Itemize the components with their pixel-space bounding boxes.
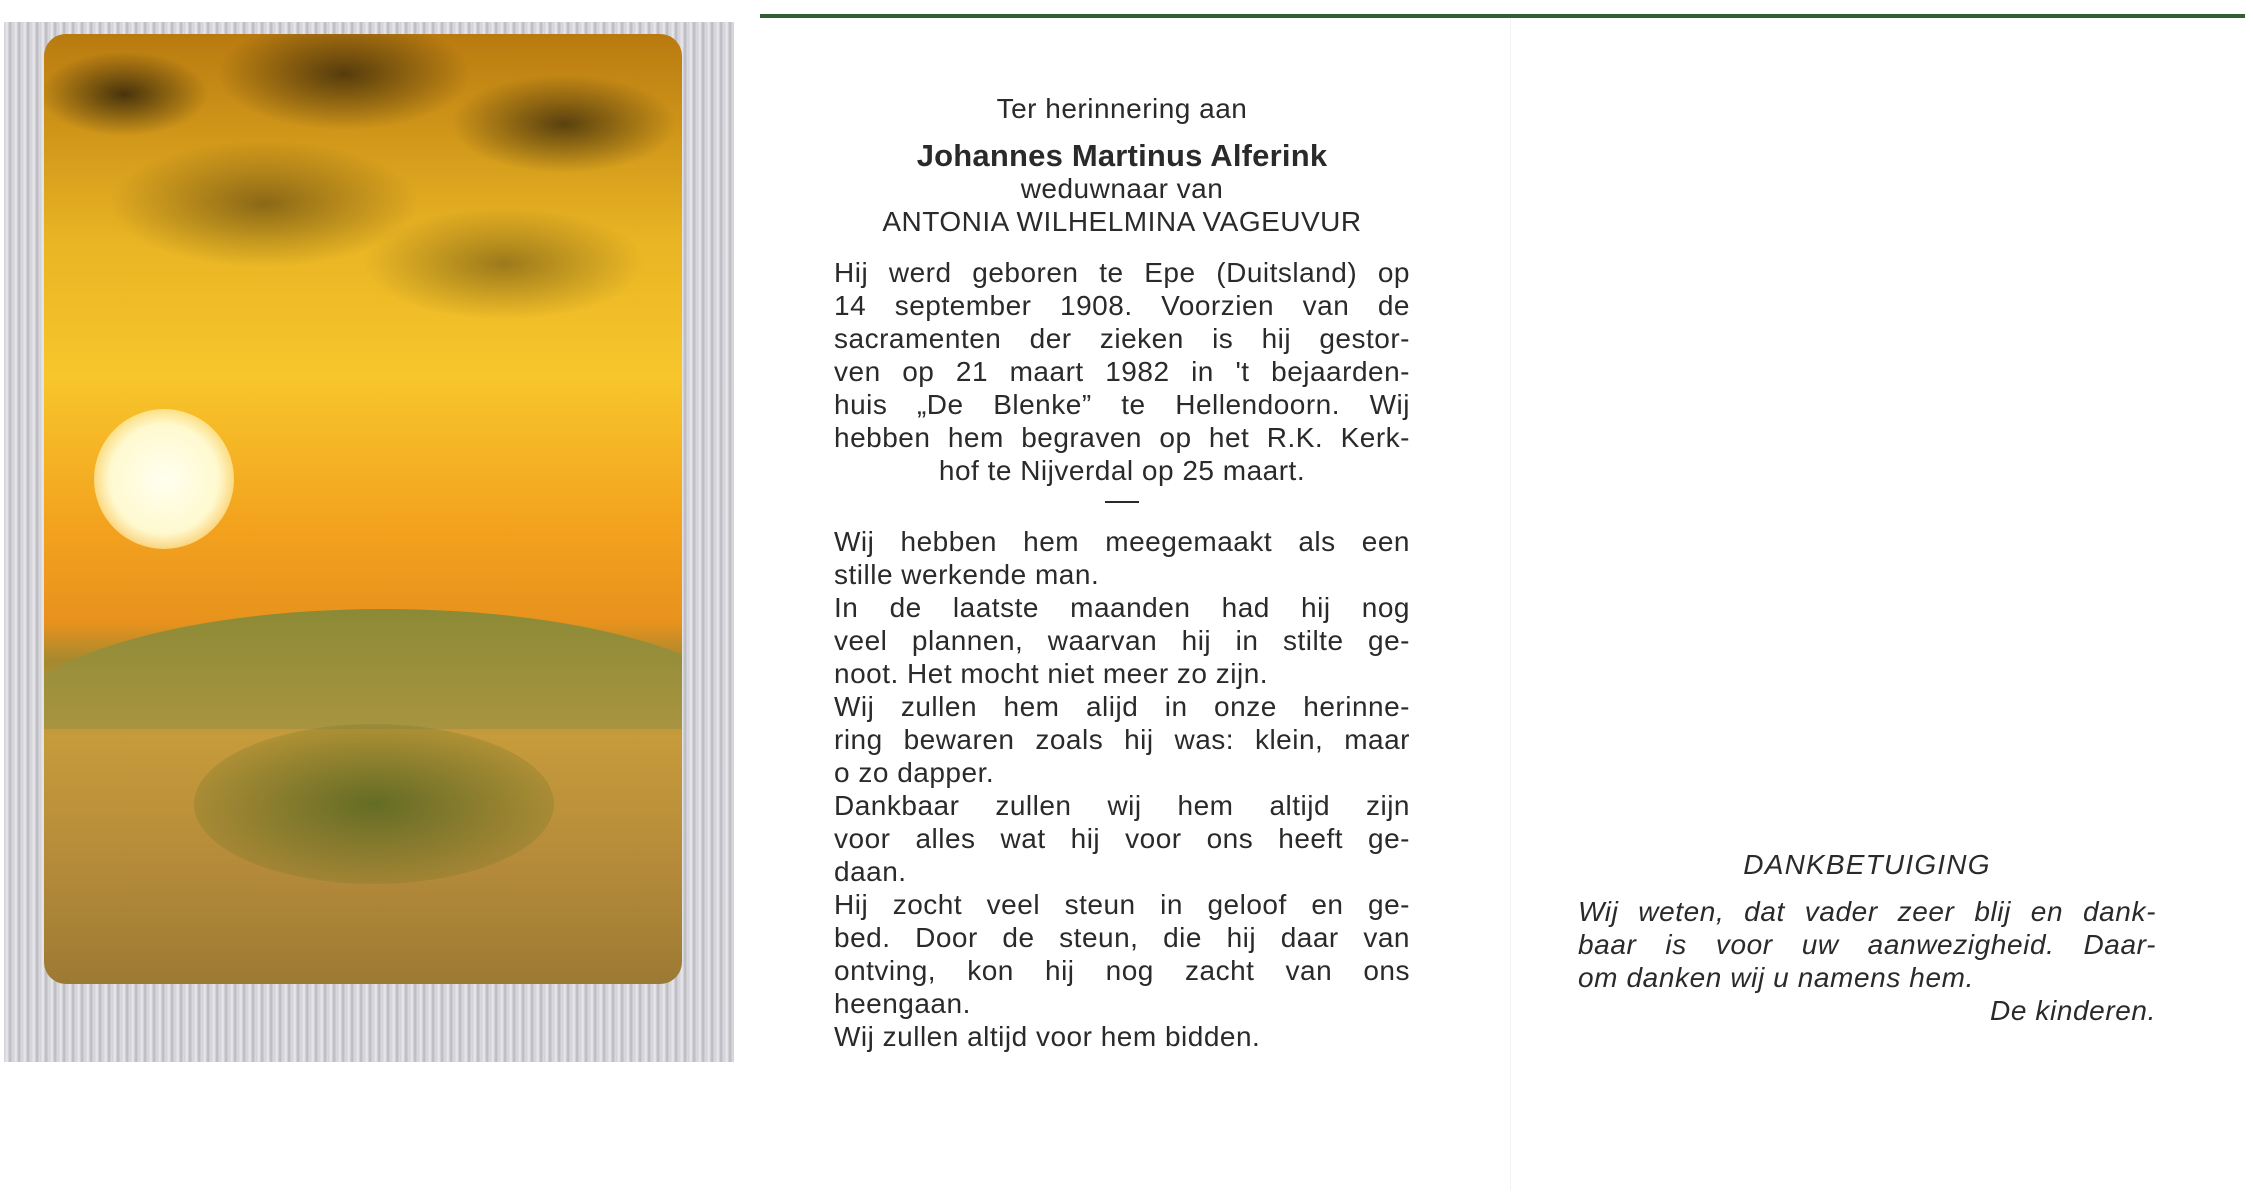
bio-line: Hij werd geboren te Epe (Duitsland) op xyxy=(834,257,1410,288)
bio-line: sacramenten der zieken is hij gestor- xyxy=(834,323,1410,354)
sunset-landscape-photo xyxy=(44,34,682,984)
tree-foliage xyxy=(44,34,682,433)
tribute-line: o zo dapper. xyxy=(834,757,995,788)
memorial-text xyxy=(834,92,1410,1053)
tribute-line: veel plannen, waarvan hij in stilte ge- xyxy=(834,625,1410,656)
tribute xyxy=(834,525,1410,1053)
card-fold xyxy=(1510,18,1511,1190)
hill xyxy=(44,609,682,729)
photo-frame xyxy=(4,22,734,1062)
tribute-line: Wij zullen altijd voor hem bidden. xyxy=(834,1021,1261,1052)
spouse-name: ANTONIA WILHELMINA VAGEUVUR xyxy=(882,206,1362,237)
acknowledgement xyxy=(1578,848,2156,1027)
bio-line: hebben hem begraven op het R.K. Kerk- xyxy=(834,422,1410,453)
tribute-line: bed. Door de steun, die hij daar van xyxy=(834,922,1410,953)
deceased-name: Johannes Martinus Alferink xyxy=(916,138,1328,173)
tribute-line: ontving, kon hij nog zacht van ons xyxy=(834,955,1410,986)
acknowledgement-line: baar is voor uw aanwezigheid. Daar- xyxy=(1578,929,2156,960)
memorial-card xyxy=(760,14,2245,1190)
signature: De kinderen. xyxy=(1990,995,2156,1026)
tribute-line: stille werkende man. xyxy=(834,559,1100,590)
intro-text: Ter herinnering aan xyxy=(996,93,1248,124)
relation-text: weduwnaar van xyxy=(1020,173,1224,204)
tribute-line: Wij hebben hem meegemaakt als een xyxy=(834,526,1410,557)
acknowledgement-title: DANKBETUIGING xyxy=(1743,849,1991,880)
tribute-line: voor alles wat hij voor ons heeft ge- xyxy=(834,823,1410,854)
bio-line: hof te Nijverdal op 25 maart. xyxy=(938,455,1306,486)
tribute-line: Hij zocht veel steun in geloof en ge- xyxy=(834,889,1410,920)
tribute-line: heengaan. xyxy=(834,988,971,1019)
tribute-line: In de laatste maanden had hij nog xyxy=(834,592,1410,623)
biography xyxy=(834,256,1410,487)
tribute-line: Wij zullen hem alijd in onze herinne- xyxy=(834,691,1410,722)
bio-line: 14 september 1908. Voorzien van de xyxy=(834,290,1410,321)
tribute-line: Dankbaar zullen wij hem altijd zijn xyxy=(834,790,1410,821)
bio-line: huis „De Blenke” te Hellendoorn. Wij xyxy=(834,389,1410,420)
tribute-line: ring bewaren zoals hij was: klein, maar xyxy=(834,724,1410,755)
sun xyxy=(94,409,234,549)
separator-dash xyxy=(1105,501,1139,503)
bio-line: ven op 21 maart 1982 in 't bejaarden- xyxy=(834,356,1410,387)
grass xyxy=(194,724,554,884)
tribute-line: daan. xyxy=(834,856,907,887)
acknowledgement-line: Wij weten, dat vader zeer blij en dank- xyxy=(1578,896,2156,927)
acknowledgement-line: om danken wij u namens hem. xyxy=(1578,962,1974,993)
tribute-line: noot. Het mocht niet meer zo zijn. xyxy=(834,658,1269,689)
